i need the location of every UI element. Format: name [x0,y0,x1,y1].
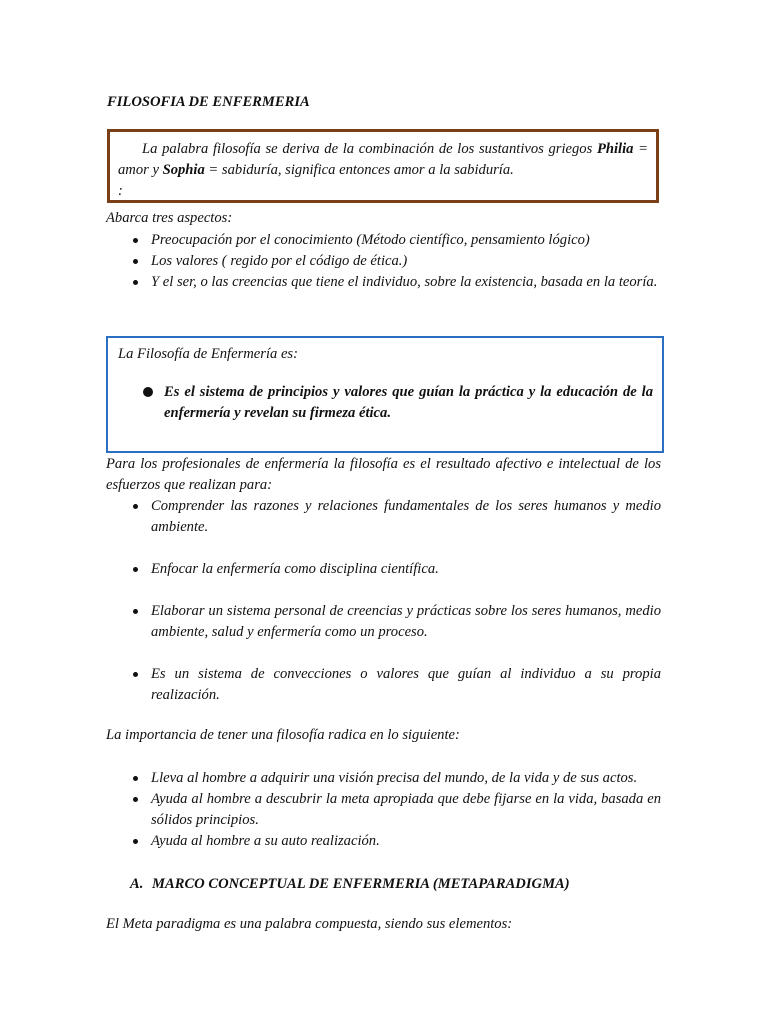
professionals-intro: Para los profesionales de enfermería la filosofía es el resultado afectivo e intelectual de los esfuerzos que realizan para: [106,456,661,493]
list-item: Elaborar un sistema personal de creencias y prácticas sobre los seres humanos, medio ambiente, salud y enfermería como un proceso. [106,601,661,643]
section-letter: A. [130,876,144,892]
definition-box [107,129,659,203]
list-item: Enfocar la enfermería como disciplina científica. [106,559,661,580]
importance-intro: La importancia de tener una filosofía radica en lo siguiente: [106,727,460,743]
aspects-list [106,230,661,293]
nursing-philosophy-box [106,336,664,453]
philia-term: Philia [596,141,634,157]
meta-paradigm-text: El Meta paradigma es una palabra compuesta, siendo sus elementos: [106,916,513,932]
definition-text-b: = amor y [118,141,648,178]
list-item: Ayuda al hombre a su auto realización. [106,831,661,852]
aspects-intro: Abarca tres aspectos: [106,210,233,226]
list-item: Es el sistema de principios y valores que guían la práctica y la educación de la enfermería y revelan su firmeza ética. [118,382,653,424]
list-item: Comprender las razones y relaciones fundamentales de los seres humanos y medio ambiente. [106,496,661,538]
document-title: FILOSOFIA DE ENFERMERIA [107,94,310,110]
list-item: Los valores ( regido por el código de ética.) [106,251,661,272]
definition-colon: : [118,183,123,199]
list-item: Y el ser, o las creencias que tiene el individuo, sobre la existencia, basada en la teoría. [106,272,661,293]
box-heading: La Filosofía de Enfermería es: [118,346,298,362]
definition-text-a: La palabra filosofía se deriva de la combinación de los sustantivos griegos [142,141,597,157]
list-item: Es un sistema de convecciones o valores que guían al individuo a su propia realización. [106,664,661,706]
list-item: Ayuda al hombre a descubrir la meta apropiada que debe fijarse en la vida, basada en sólidos principios. [106,789,661,831]
section-title: MARCO CONCEPTUAL DE ENFERMERIA (METAPARADIGMA) [152,876,570,892]
importance-list [106,768,661,852]
sophia-term: Sophia [162,162,205,178]
box-bullet-list [118,382,653,424]
list-item: Lleva al hombre a adquirir una visión precisa del mundo, de la vida y de sus actos. [106,768,661,789]
professionals-list [106,496,661,706]
list-item: Preocupación por el conocimiento (Método científico, pensamiento lógico) [106,230,661,251]
definition-text-c: = sabiduría, significa entonces amor a la sabiduría. [204,162,514,178]
section-heading [130,874,570,895]
